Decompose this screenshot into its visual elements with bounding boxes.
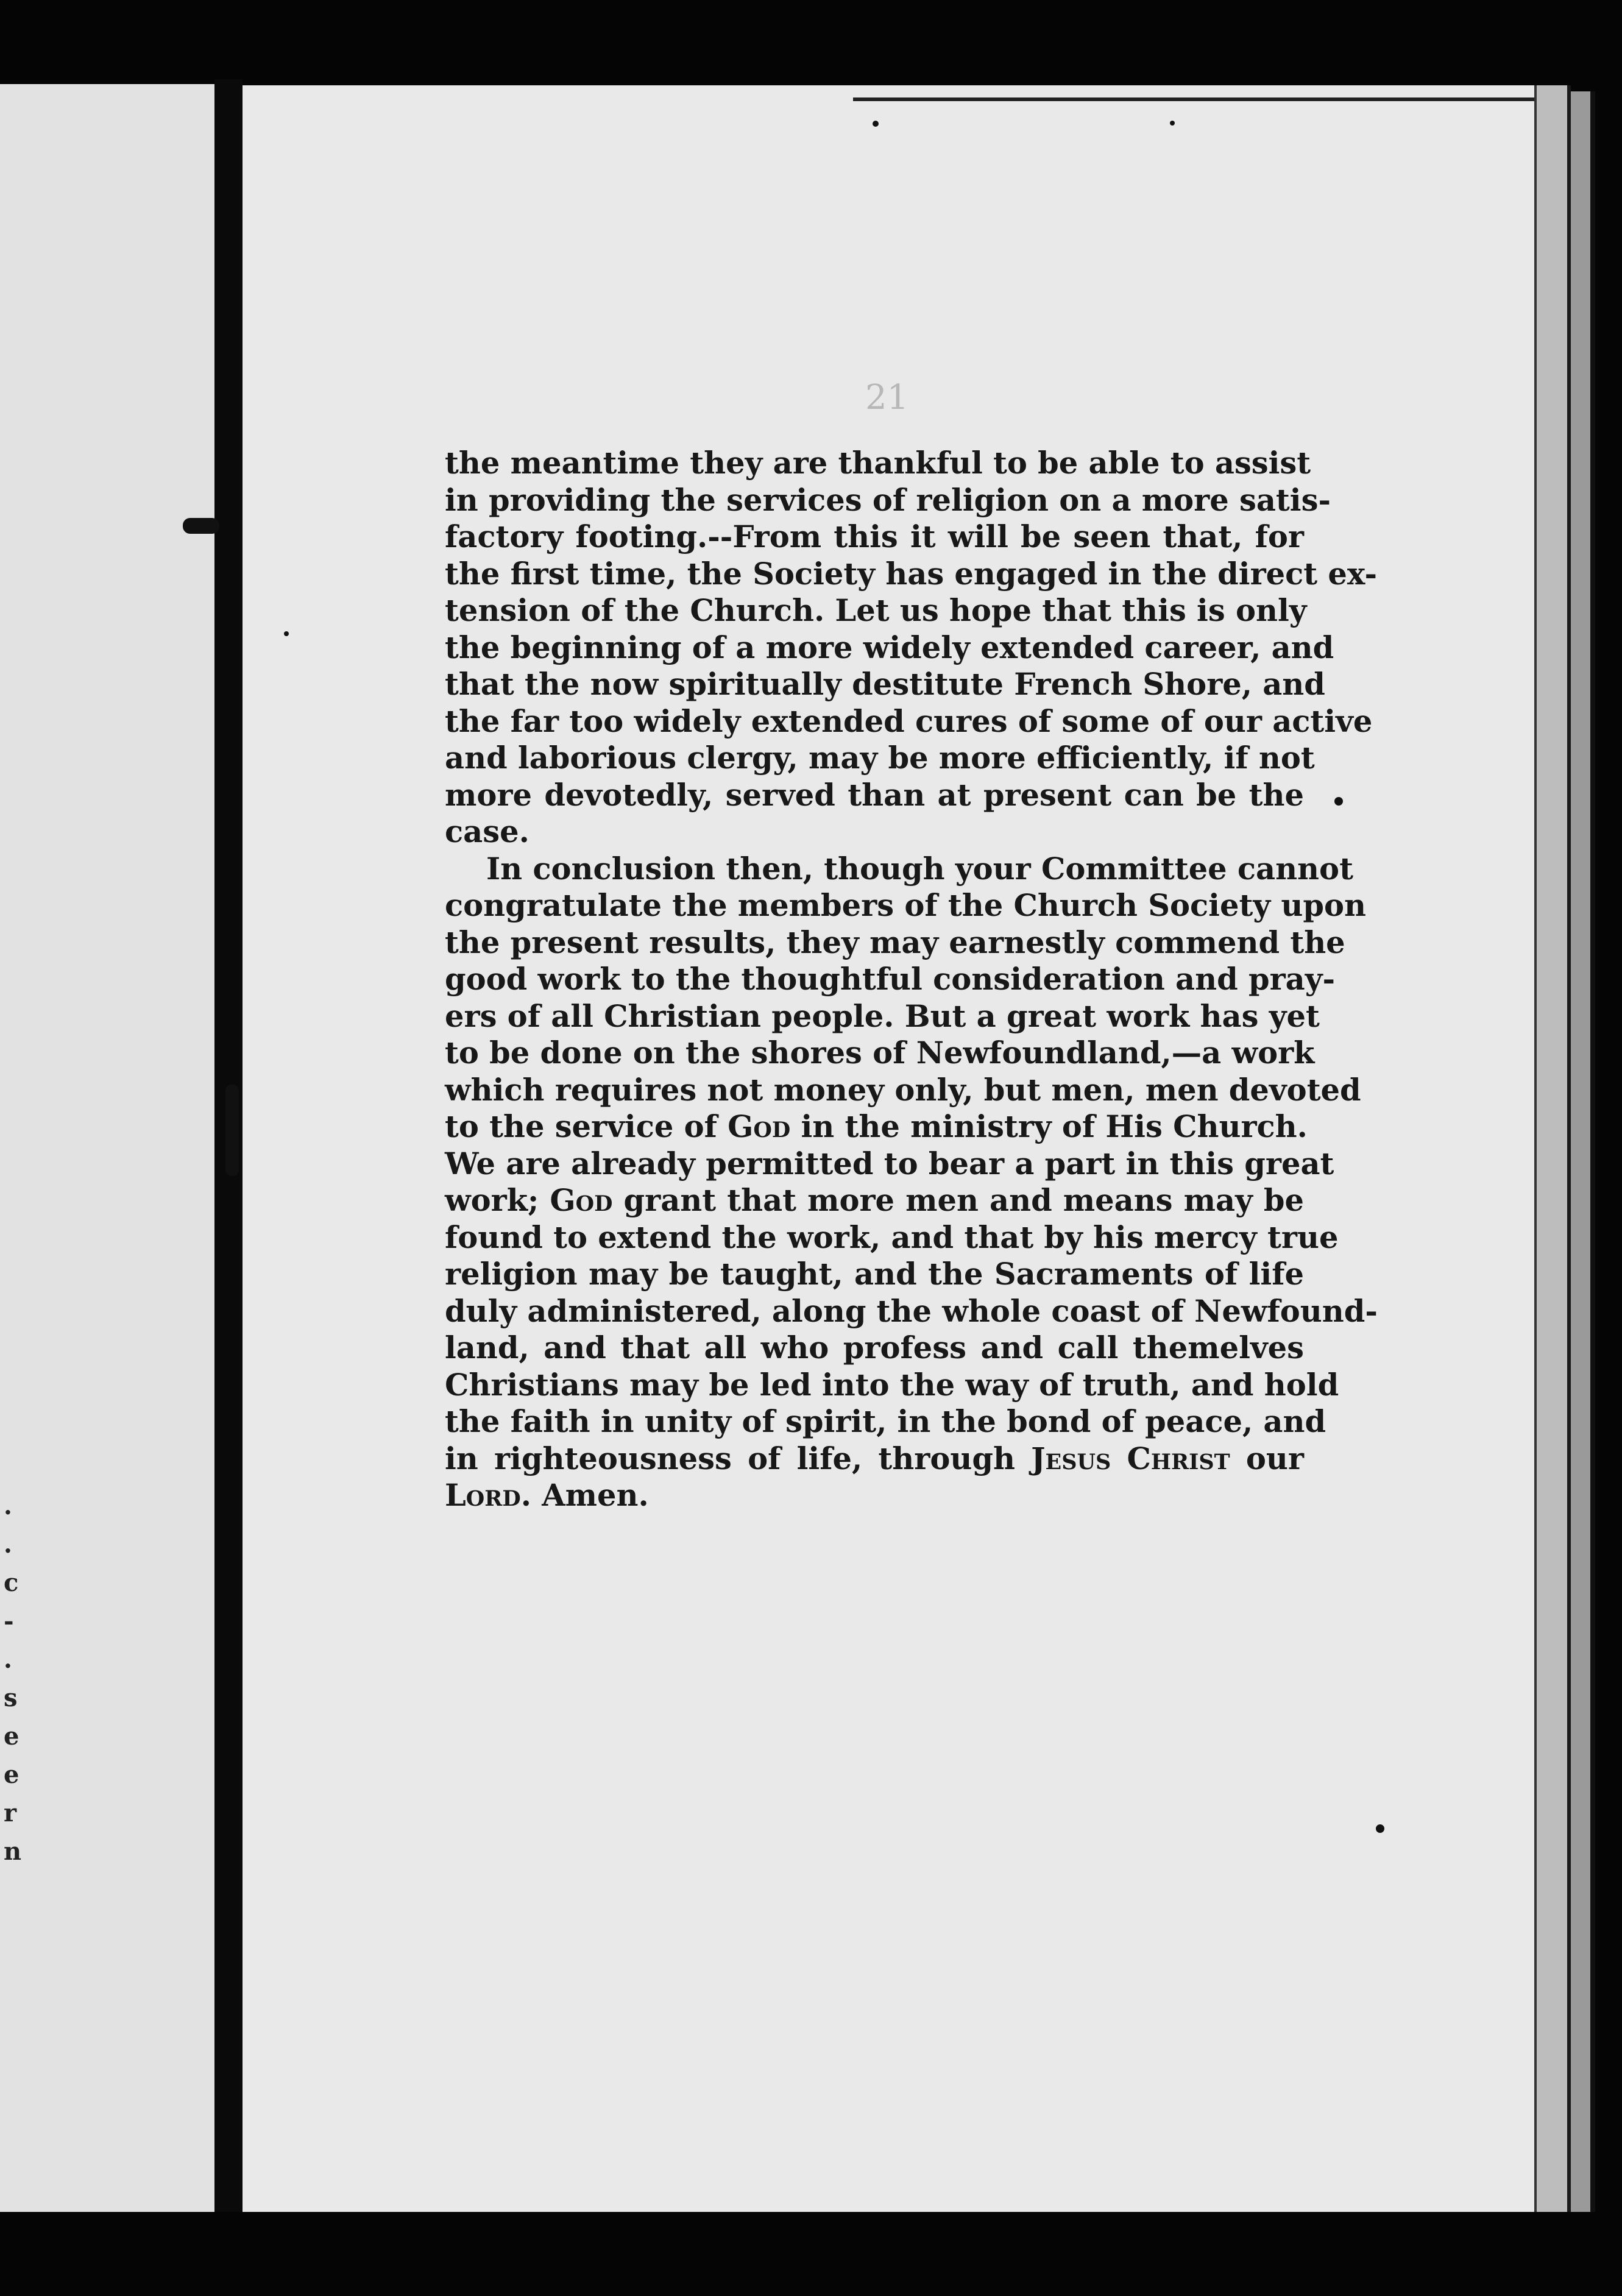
- text-line: religion may be taught, and the Sacraments of life: [445, 1256, 1304, 1292]
- speck: [1376, 1824, 1384, 1833]
- text-line: in providing the services of religion on a more satis-: [445, 482, 1331, 518]
- small-caps-god: God: [550, 1183, 613, 1218]
- page-edge-right-inner: [1571, 91, 1595, 2212]
- binding-mark: [183, 518, 219, 534]
- binding-mark: [225, 1085, 239, 1176]
- text-line: Lord. Amen.: [445, 1478, 649, 1513]
- text-line: land, and that all who profess and call themelves: [445, 1330, 1304, 1366]
- text-line: case.: [445, 814, 529, 849]
- text-line: ers of all Christian people. But a great work has yet: [445, 998, 1320, 1034]
- text-line: Christians may be led into the way of truth, and hold: [445, 1367, 1339, 1403]
- small-caps-jesus-christ: Jesus Christ: [1031, 1440, 1230, 1476]
- text-line: the faith in unity of spirit, in the bond of peace, and: [445, 1404, 1326, 1439]
- text-line: factory footing.--From this it will be seen that, for: [445, 519, 1304, 555]
- text-line: congratulate the members of the Church Society upon: [445, 888, 1366, 923]
- speck: [1334, 797, 1343, 806]
- text-line: found to extend the work, and that by his mercy true: [445, 1219, 1339, 1255]
- text-line: that the now spiritually destitute French Shore, and: [445, 667, 1325, 702]
- text-line: the beginning of a more widely extended career, and: [445, 629, 1334, 665]
- text-line: the first time, the Society has engaged in the direct ex-: [445, 556, 1378, 592]
- left-page-margin-letters: . . c - . s e e r n: [4, 1492, 22, 1866]
- small-caps-god: God: [728, 1109, 791, 1144]
- text-line: more devotedly, served than at present can be the: [445, 777, 1304, 813]
- text-line: in righteousness of life, through Jesus Christ our: [445, 1440, 1305, 1476]
- speck: [284, 631, 289, 636]
- small-caps-lord: Lord.: [445, 1478, 531, 1513]
- speck: [873, 121, 879, 127]
- page-number: 21: [865, 378, 909, 417]
- text-line: the meantime they are thankful to be able to assist: [445, 445, 1311, 481]
- text-line: In conclusion then, though your Committee cannot: [486, 851, 1353, 887]
- text-line: and laborious clergy, may be more efficiently, if not: [445, 740, 1315, 776]
- text-line: duly administered, along the whole coast of Newfound-: [445, 1293, 1378, 1329]
- text-line: work; God grant that more men and means may be: [445, 1183, 1304, 1218]
- text-line: the present results, they may earnestly commend the: [445, 924, 1345, 960]
- text-line: tension of the Church. Let us hope that this is only: [445, 593, 1307, 628]
- text-line: good work to the thoughtful consideration and pray-: [445, 962, 1336, 997]
- page-edge-right: [1534, 85, 1571, 2212]
- speck: [1170, 121, 1175, 126]
- text-line: the far too widely extended cures of some of our active: [445, 703, 1373, 739]
- text-line: We are already permitted to bear a part in this great: [445, 1146, 1334, 1182]
- body-text: [445, 445, 1378, 1514]
- left-page-fragment: [0, 84, 214, 2212]
- text-line: to be done on the shores of Newfoundland,—a work: [445, 1035, 1315, 1071]
- paragraph-2: [445, 851, 1378, 1514]
- text-line: which requires not money only, but men, men devoted: [445, 1072, 1361, 1108]
- paragraph-1: [445, 445, 1378, 851]
- text-line: to the service of God in the ministry of His Church.: [445, 1109, 1308, 1144]
